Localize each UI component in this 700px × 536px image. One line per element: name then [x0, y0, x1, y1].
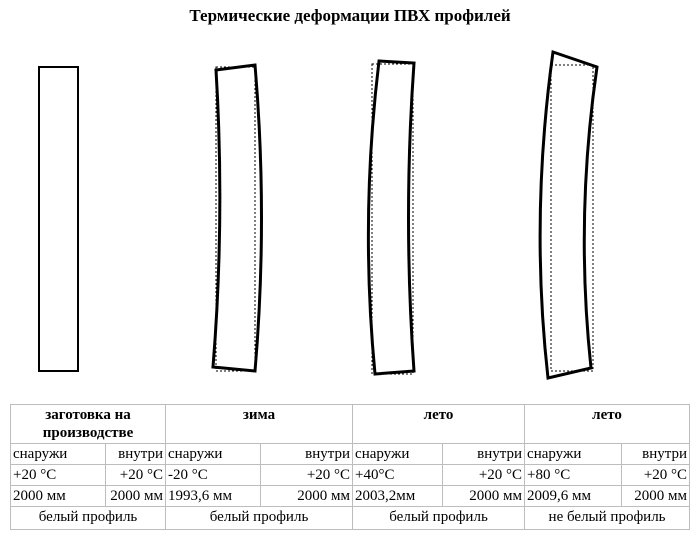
- column-header: заготовка на производстве: [11, 405, 166, 444]
- outside-length: 2000 мм: [11, 486, 106, 507]
- side-label-row: [11, 444, 690, 465]
- outside-label: снаружи: [353, 444, 443, 465]
- temperature-row: [11, 465, 690, 486]
- inside-label: внутри: [106, 444, 166, 465]
- inside-length: 2000 мм: [622, 486, 690, 507]
- diagram-title: Термические деформации ПВХ профилей: [189, 6, 511, 25]
- outside-temperature: -20 °С: [166, 465, 261, 486]
- inside-label: внутри: [622, 444, 690, 465]
- conditions-table: [10, 404, 690, 530]
- column-header: зима: [166, 405, 353, 444]
- inside-length: 2000 мм: [261, 486, 353, 507]
- outside-length: 2003,2мм: [353, 486, 443, 507]
- profile-type: белый профиль: [166, 507, 353, 530]
- outside-label: снаружи: [525, 444, 622, 465]
- profile-type: белый профиль: [11, 507, 166, 530]
- inside-temperature: +20 °С: [106, 465, 166, 486]
- outside-label: снаружи: [166, 444, 261, 465]
- profile-type: белый профиль: [353, 507, 525, 530]
- profile-winter: [213, 65, 262, 371]
- outside-length: 2009,6 мм: [525, 486, 622, 507]
- outside-temperature: +40°С: [353, 465, 443, 486]
- outside-label: снаружи: [11, 444, 106, 465]
- profile-summer-40: [368, 61, 414, 374]
- profile-summer-80: [540, 52, 597, 378]
- profile-type: не белый профиль: [525, 507, 690, 530]
- outside-temperature: +20 °С: [11, 465, 106, 486]
- length-row: [11, 486, 690, 507]
- inside-length: 2000 мм: [106, 486, 166, 507]
- outside-length: 1993,6 мм: [166, 486, 261, 507]
- header-row: [11, 405, 690, 444]
- column-header: лето: [525, 405, 690, 444]
- inside-temperature: +20 °С: [261, 465, 353, 486]
- inside-length: 2000 мм: [443, 486, 525, 507]
- profile-blank: [39, 67, 78, 371]
- inside-label: внутри: [261, 444, 353, 465]
- inside-temperature: +20 °С: [622, 465, 690, 486]
- inside-label: внутри: [443, 444, 525, 465]
- outside-temperature: +80 °С: [525, 465, 622, 486]
- profile-row: [11, 507, 690, 530]
- inside-temperature: +20 °С: [443, 465, 525, 486]
- column-header: лето: [353, 405, 525, 444]
